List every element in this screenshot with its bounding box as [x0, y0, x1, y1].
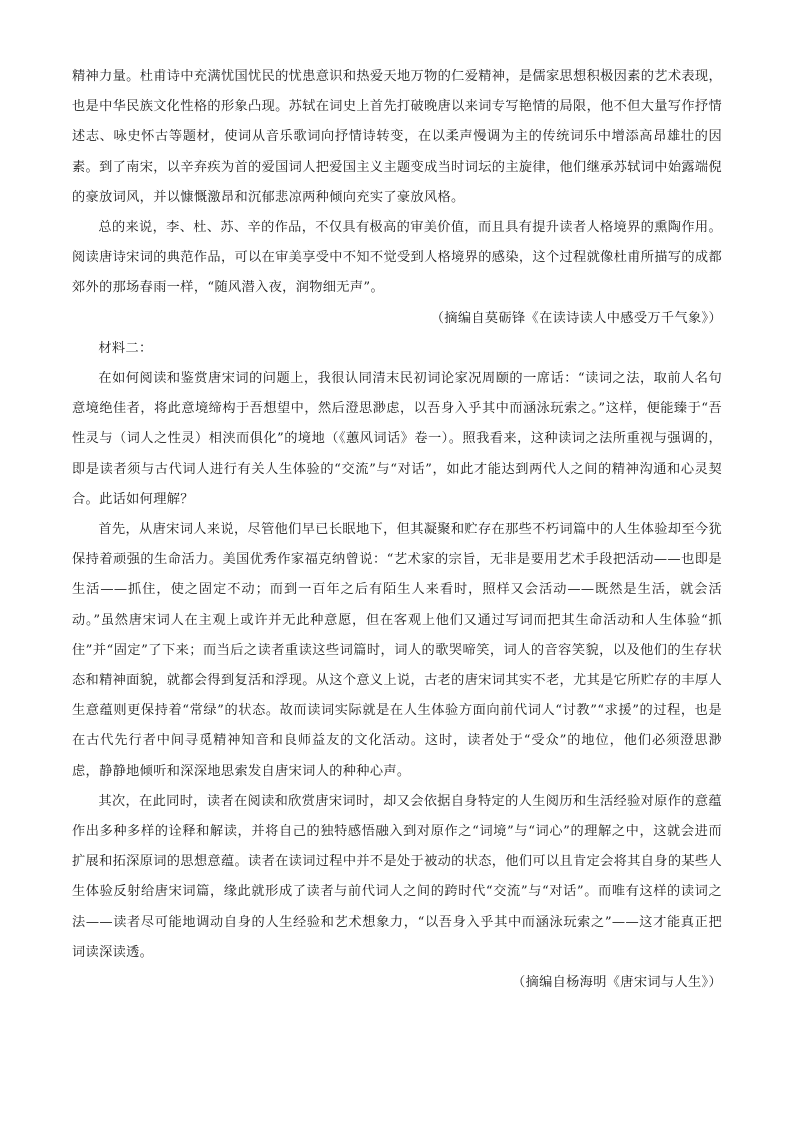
material1-paragraph-continued: 精神力量。杜甫诗中充满忧国忧民的忧患意识和热爱天地万物的仁爱精神，是儒家思想积极因素的艺术表现，也是中华民族文化性格的形象凸现。苏轼在词史上首先打破晚唐以来词专写艳情的局限，他不但大量写作抒情述志、咏史怀古等题材，使词从音乐歌词向抒情诗转变，在以柔声慢调为主的传统词乐中增添高昂雄壮的因素。到了南宋，以辛弃疾为首的爱国词人把爱国主义主题变成当时词坛的主旋律，他们继承苏轼词中始露端倪的豪放词风，并以慷慨激昂和沉郁悲凉两种倾向充实了豪放风格。: [72, 69, 722, 205]
material2-label: 材料二：: [98, 340, 153, 356]
document-page: [72, 62, 722, 998]
material2-paragraph-2: 首先，从唐宋词人来说，尽管他们早已长眠地下，但其凝聚和贮存在那些不朽词篇中的人生体验却至今犹保持着顽强的生命活力。美国优秀作家福克纳曾说：“艺术家的宗旨，无非是要用艺术手段把活动——也即是生活——抓住，使之固定不动；而到一百年之后有陌生人来看时，照样又会活动——既然是生活，就会活动。”虽然唐宋词人在主观上或许并无此种意愿，但在客观上他们又通过写词而把其生命活动和人生体验“抓住”并“固定”了下来；而当后之读者重读这些词篇时，词人的歌哭啼笑，词人的音容笑貌，以及他们的生存状态和精神面貌，就都会得到复活和浮现。从这个意义上说，古老的唐宋词其实不老，尤其是它所贮存的丰厚人生意蕴则更保持着“常绿”的状态。故而读词实际就是在人生体验方面向前代词人“讨教”“求援”的过程，也是在古代先行者中间寻觅精神知音和良师益友的文化活动。这时，读者处于“受众”的地位，他们必须澄思渺虑，静静地倾听和深深地思索发自唐宋词人的种种心声。: [72, 522, 722, 779]
material2-paragraph-1: 在如何阅读和鉴赏唐宋词的问题上，我很认同清末民初词论家况周颐的一席话：“读词之法，取前人名句意境绝佳者，将此意境缔构于吾想望中，然后澄思渺虑，以吾身入乎其中而涵泳玩索之。”这样，便能臻于“吾性灵与（词人之性灵）相浃而俱化”的境地（《蕙风词话》卷一）。照我看来，这种读词之法所重视与强调的，即是读者须与古代词人进行有关人生体验的“交流”与“对话”，如此才能达到两代人之间的精神沟通和心灵契合。此话如何理解？: [72, 371, 722, 507]
material2-paragraph-3: 其次，在此同时，读者在阅读和欣赏唐宋词时，却又会依据自身特定的人生阅历和生活经验对原作的意蕴作出多种多样的诠释和解读，并将自己的独特感悟融入到对原作之“词境”与“词心”的理解之中，这就会进而扩展和拓深原词的思想意蕴。读者在读词过程中并不是处于被动的状态，他们可以且肯定会将其自身的某些人生体验反射给唐宋词篇，缘此就形成了读者与前代词人之间的跨时代“交流”与“对话”。而唯有这样的读词之法——读者尽可能地调动自身的人生经验和艺术想象力，“以吾身入乎其中而涵泳玩索之”——这才能真正把词读深读透。: [72, 793, 722, 960]
material1-paragraph-summary: 总的来说，李、杜、苏、辛的作品，不仅具有极高的审美价值，而且具有提升读者人格境界的熏陶作用。阅读唐诗宋词的典范作品，可以在审美享受中不知不觉受到人格境界的感染，这个过程就像杜甫所描写的成都郊外的那场春雨一样，“随风潜入夜，润物细无声”。: [72, 220, 722, 296]
material2-source: （摘编自杨海明《唐宋词与人生》）: [512, 975, 722, 991]
material1-source: （摘编自莫砺锋《在读诗读人中感受万千气象》）: [430, 310, 722, 326]
